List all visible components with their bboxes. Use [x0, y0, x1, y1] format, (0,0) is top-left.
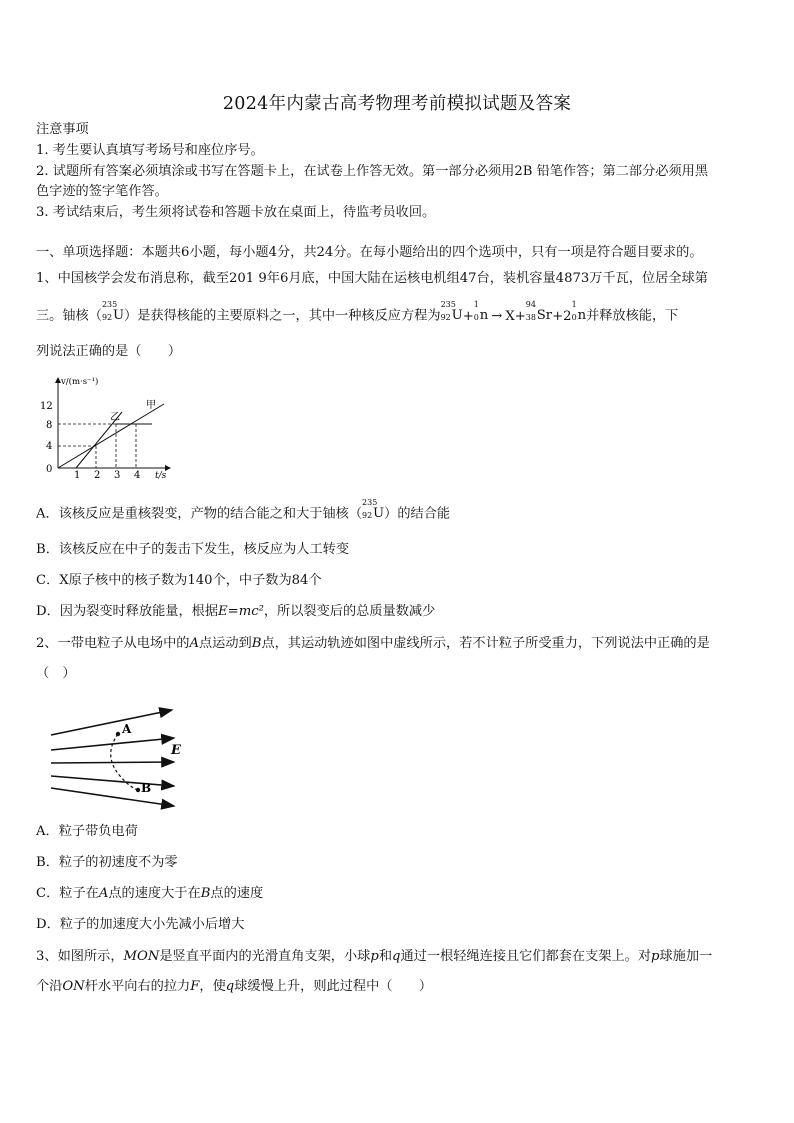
q2-option-c: C．粒子在A点的速度大于在B点的速度 — [36, 886, 264, 901]
q2-line2: （ ） — [36, 666, 76, 681]
electric-field-figure — [46, 700, 196, 810]
field-line-4 — [51, 776, 174, 786]
q1-line2-b: ）是获得核能的主要原料之一，其中一种核反应方程为 — [124, 308, 441, 324]
label-jia: 甲 — [146, 400, 156, 411]
q1-option-c: C．X原子核中的核子数为140个，中子数为84个 — [36, 573, 322, 588]
uranium-nuclide: 235 92 U — [101, 300, 125, 323]
q1-line2-a: 三。铀核（ — [36, 308, 102, 324]
point-b — [136, 788, 140, 792]
q1-line2 — [36, 300, 679, 326]
field-line-1 — [51, 710, 172, 735]
q3-line2: 个沿ON杆水平向右的拉力F，使q球缓慢上升，则此过程中（ ） — [36, 979, 433, 994]
notice-heading: 注意事项 — [36, 122, 89, 137]
y-tick-0: 0 — [46, 464, 53, 475]
label-yi: 乙 — [110, 412, 120, 423]
mass-energy-formula: E=mc² — [218, 604, 264, 619]
x-tick-4: 4 — [134, 470, 141, 481]
notice-item-2-cont: 色字迹的签字笔作答。 — [36, 184, 168, 199]
uranium-nuclide-option-a: 235 92 U — [362, 498, 385, 521]
q1-option-a: A．该核反应是重核裂变，产物的结合能之和大于铀核（ 235 92 U）的结合能 — [36, 498, 451, 522]
q2-option-a: A．粒子带负电荷 — [36, 824, 138, 839]
point-a — [116, 732, 120, 736]
y-axis-label: v/(m·s⁻¹) — [61, 377, 99, 387]
y-tick-8: 8 — [46, 420, 53, 431]
x-tick-2: 2 — [94, 470, 101, 481]
x-tick-3: 3 — [114, 470, 121, 481]
y-tick-12: 12 — [40, 401, 53, 412]
field-line-5 — [51, 788, 174, 806]
velocity-time-graph — [34, 372, 174, 484]
q3-line1: 3、如图所示，MON是竖直平面内的光滑直角支架，小球p和q通过一根轻绳连接且它们都套在支架上。对p球施加一 — [36, 949, 713, 964]
notice-item-3: 3. 考试结束后，考生须将试卷和答题卡放在桌面上，待监考员收回。 — [36, 205, 436, 220]
page-title: 2024年内蒙古高考物理考前模拟试题及答案 — [222, 94, 572, 114]
q1-line3: 列说法正确的是（ ） — [36, 344, 182, 359]
label-b: B — [141, 781, 152, 795]
section1-heading: 一、单项选择题：本题共6小题，每小题4分，共24分。在每小题给出的四个选项中，只有一项是符合题目要求的。 — [36, 245, 703, 260]
y-tick-4: 4 — [46, 441, 53, 452]
x-tick-1: 1 — [74, 470, 81, 481]
q1-line1: 1、中国核学会发布消息称，截至201 9年6月底，中国大陆在运核电机组47台，装机容量4873万千瓦，位居全球第 — [36, 271, 708, 286]
notice-item-2: 2. 试题所有答案必须填涂或书写在答题卡上，在试卷上作答无效。第一部分必须用2B 铅笔作答；第二部分必须用黑 — [36, 164, 709, 179]
x-axis-label: t/s — [155, 471, 167, 481]
notice-item-1: 1. 考生要认真填写考场号和座位序号。 — [36, 143, 264, 158]
q2-line1: 2、一带电粒子从电场中的A点运动到B点，其运动轨迹如图中虚线所示，若不计粒子所受重力，下列说法中正确的是 — [36, 636, 710, 651]
q2-option-d: D．粒子的加速度大小先减小后增大 — [36, 917, 245, 932]
q1-option-d: D．因为裂变时释放能量，根据E=mc²，所以裂变后的总质量数减少 — [36, 604, 436, 619]
q2-option-b: B．粒子的初速度不为零 — [36, 855, 178, 870]
q1-option-b: B．该核反应在中子的轰击下发生，核反应为人工转变 — [36, 542, 350, 557]
reaction-equation: 235 92 U+ 1 0 n → X+ 94 38 Sr+2 1 0 n — [440, 300, 587, 324]
label-a: A — [122, 722, 132, 736]
q1-line2-c: 并释放核能，下 — [586, 308, 679, 324]
label-e: E — [171, 743, 181, 758]
